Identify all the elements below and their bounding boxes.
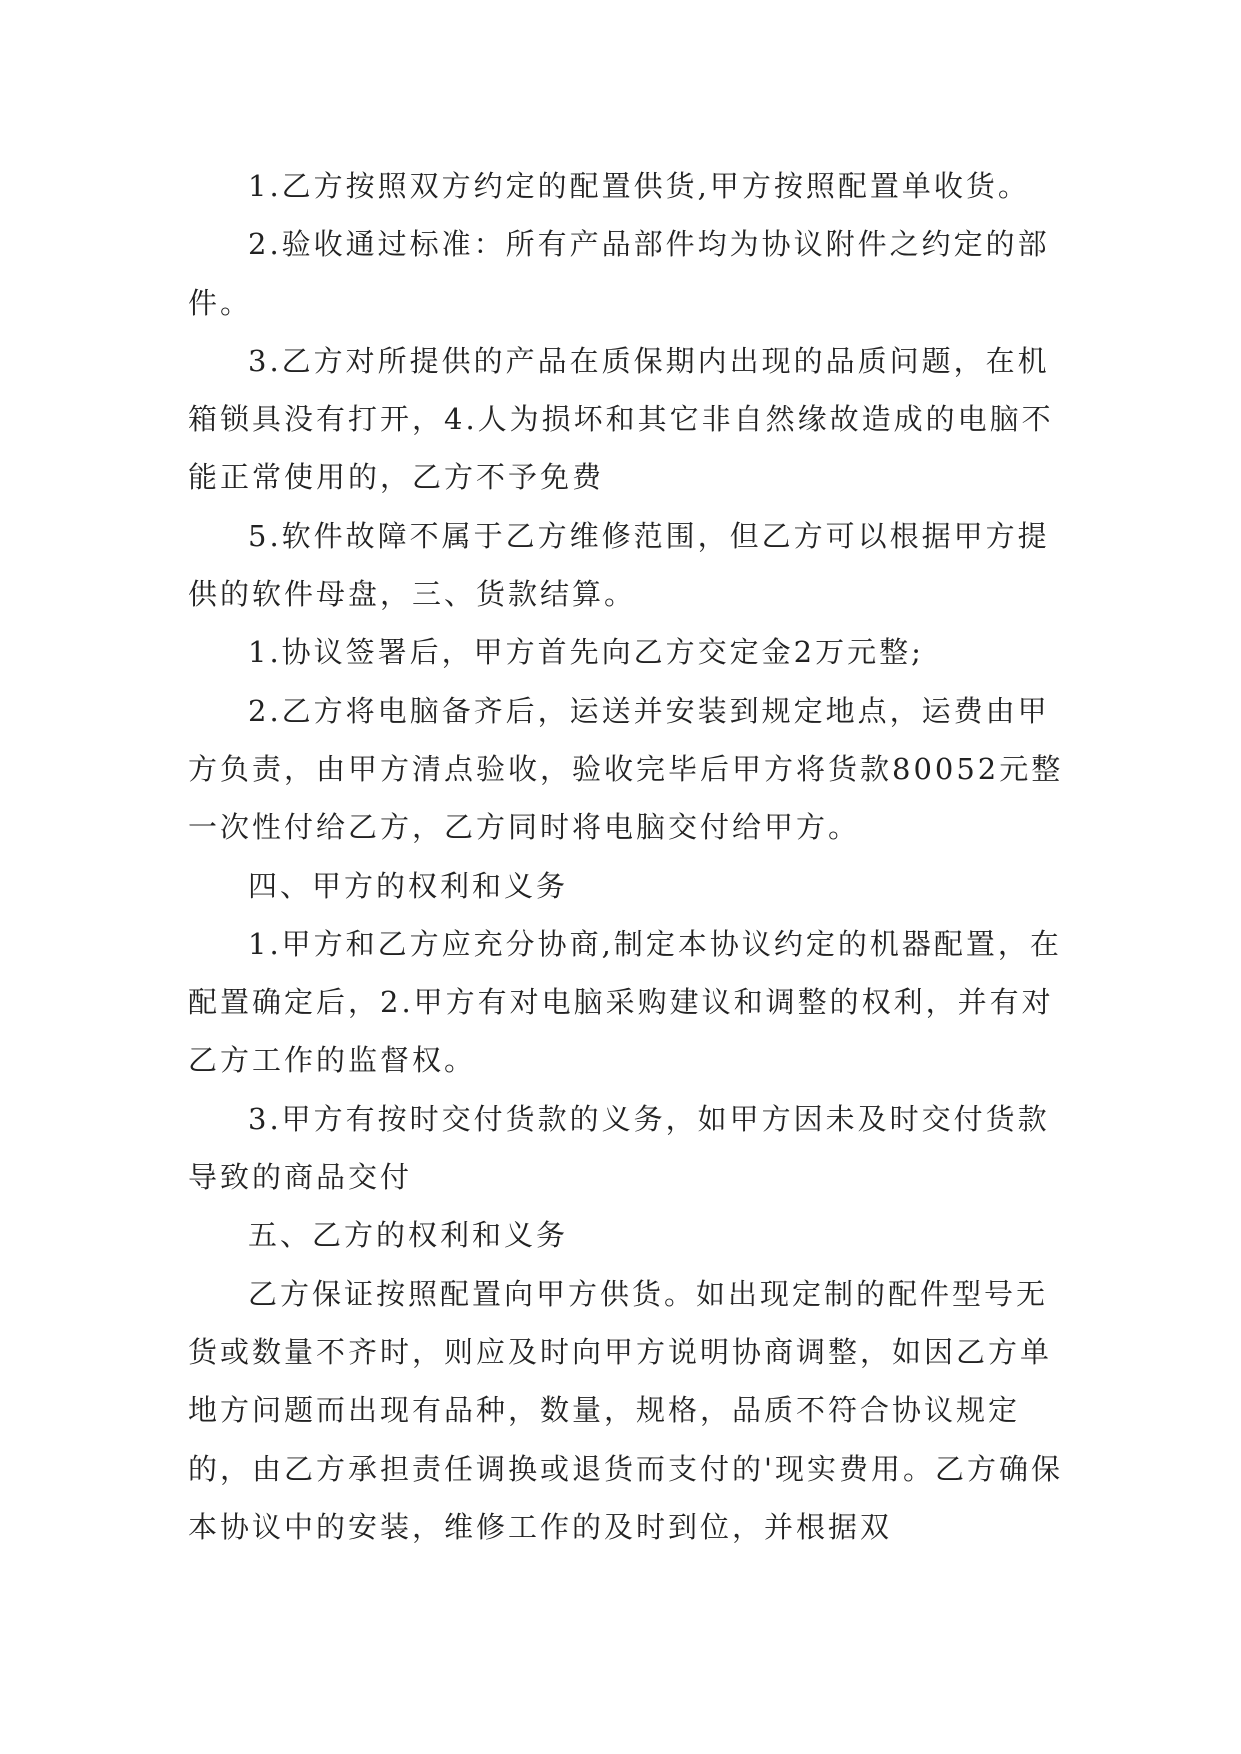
paragraph-7: 1.甲方和乙方应充分协商,制定本协议约定的机器配置，在配置确定后，2.甲方有对电脑采购建议和调整的权利，并有对乙方工作的监督权。 (188, 926, 1062, 1078)
paragraph-6: 2.乙方将电脑备齐后，运送并安装到规定地点，运费由甲方负责，由甲方清点验收，验收完毕后甲方将货款80052元整一次性付给乙方，乙方同时将电脑交付给甲方。 (188, 693, 1064, 845)
paragraph-3: 3.乙方对所提供的产品在质保期内出现的品质问题，在机箱锁具没有打开，4.人为损坏和其它非自然缘故造成的电脑不能正常使用的，乙方不予免费 (188, 343, 1054, 495)
section-heading-4: 四、甲方的权利和义务 (248, 868, 569, 903)
paragraph-5: 1.协议签署后，甲方首先向乙方交定金2万元整; (248, 635, 924, 670)
paragraph-8: 3.甲方有按时交付货款的义务，如甲方因未及时交付货款导致的商品交付 (188, 1101, 1050, 1195)
paragraph-2: 2.验收通过标准：所有产品部件均为协议附件之约定的部件。 (188, 227, 1050, 320)
section-heading-5: 五、乙方的权利和义务 (248, 1218, 569, 1253)
paragraph-1: 1.乙方按照双方约定的配置供货,甲方按照配置单收货。 (248, 169, 1030, 203)
paragraph-9: 乙方保证按照配置向甲方供货。如出现定制的配件型号无货或数量不齐时，则应及时向甲方说明协商调整，如因乙方单地方问题而出现有品种，数量，规格，品质不符合协议规定的，由乙方承担责任调换或退货而支付的'现实费用。乙方确保本协议中的安装，维修工作的及时到位，并根据双 (188, 1276, 1063, 1544)
document-body (188, 157, 1068, 1556)
paragraph-4: 5.软件故障不属于乙方维修范围，但乙方可以根据甲方提供的软件母盘，三、货款结算。 (188, 518, 1050, 612)
